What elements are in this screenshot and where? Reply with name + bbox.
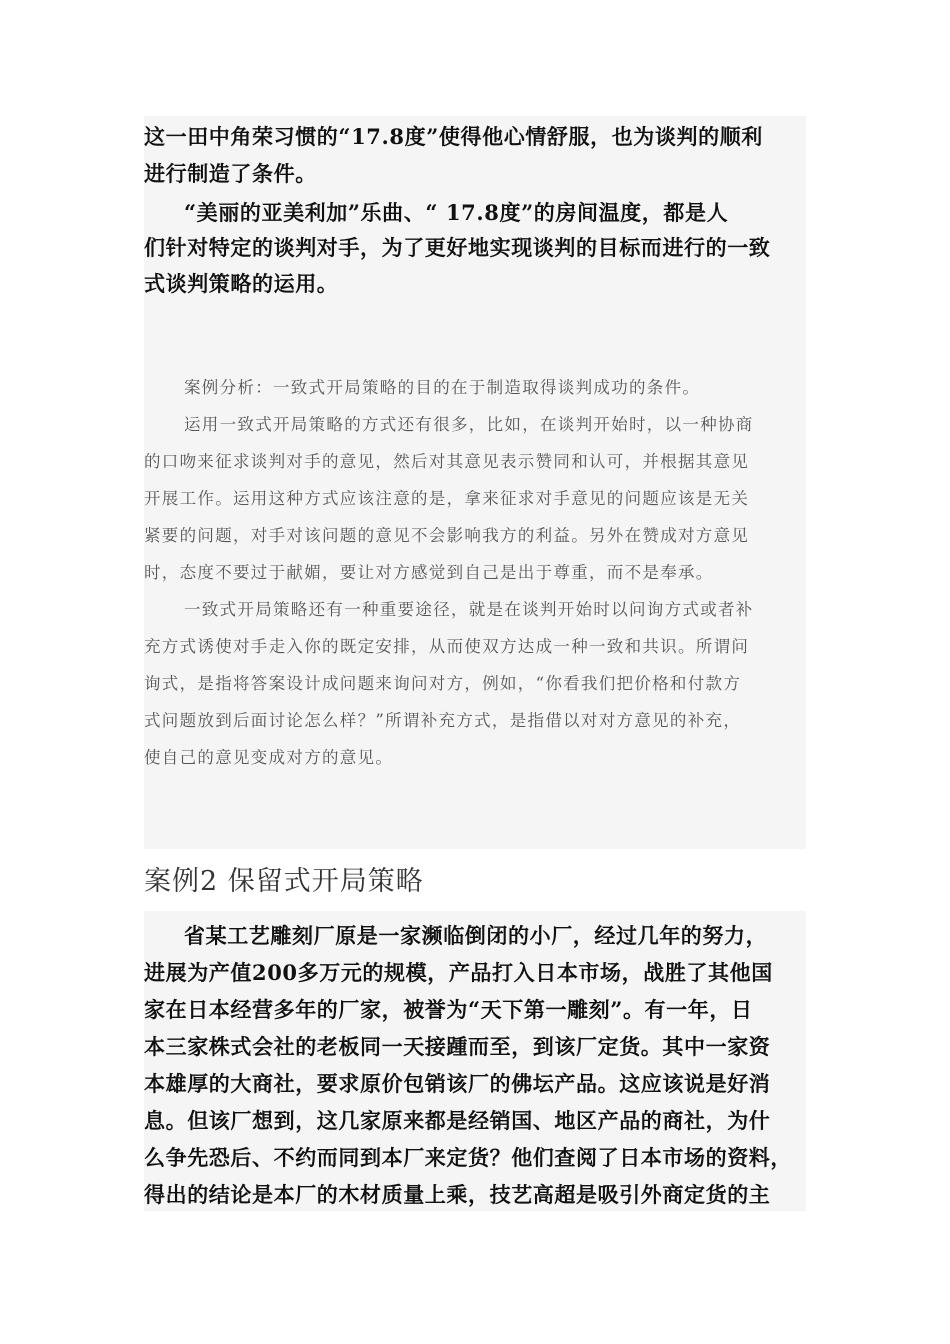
case2-paragraph [144,911,806,1211]
text-line: “美丽的亚美利加”乐曲、“ 17.8度”的房间温度，都是人 [184,200,729,225]
analysis-line: 一致式开局策略还有一种重要途径，就是在谈判开始时以问询方式或者补 [184,600,754,619]
analysis-line: 的口吻来征求谈判对手的意见，然后对其意见表示赞同和认可，并根据其意见 [144,452,750,471]
text-line: 得出的结论是本厂的木材质量上乘，技艺高超是吸引外商定货的主 [144,1182,771,1207]
section-header [144,849,806,911]
analysis-line: 案例分析：一致式开局策略的目的在于制造取得谈判成功的条件。 [184,378,701,397]
analysis-line: 充方式诱使对手走入你的既定安排，从而使双方达成一种一致和共识。所谓问 [144,637,750,656]
analysis-line: 紧要的问题，对手对该问题的意见不会影响我方的利益。另外在赞成对方意见 [144,526,750,545]
section-title: 案例2 保留式开局策略 [144,866,424,897]
top-paragraph [144,116,806,209]
text-line: 么争先恐后、不约而同到本厂来定货？他们查阅了日本市场的资料， [144,1145,792,1170]
analysis-line: 询式，是指将答案设计成问题来询问对方，例如，“你看我们把价格和付款方 [144,674,742,693]
text-line: 省某工艺雕刻厂原是一家濒临倒闭的小厂，经过几年的努力， [184,923,768,948]
text-line: 本雄厚的大商社，要求原价包销该厂的佛坛产品。这应该说是好消 [144,1071,771,1096]
analysis-line: 式问题放到后面讨论怎么样？”所谓补充方式，是指借以对对方意见的补充， [144,711,742,730]
text-line: 式谈判策略的运用。 [144,271,339,296]
text-line: 家在日本经营多年的厂家，被誉为“天下第一雕刻”。有一年，日 [144,997,753,1022]
text-line: 们针对特定的谈判对手，为了更好地实现谈判的目标而进行的一致 [144,235,771,260]
text-line: 本三家株式会社的老板同一天接踵而至，到该厂定货。其中一家资 [144,1034,771,1059]
text-line: 进行制造了条件。 [144,161,317,186]
analysis-line: 开展工作。运用这种方式应该注意的是，拿来征求对手意见的问题应该是无关 [144,489,750,508]
analysis-line: 运用一致式开局策略的方式还有很多，比如，在谈判开始时，以一种协商 [184,415,754,434]
text-line: 息。但该厂想到，这几家原来都是经销国、地区产品的商社，为什 [144,1108,771,1133]
analysis-section [144,200,806,849]
analysis-line: 时，态度不要过于献媚，要让对方感觉到自己是出于尊重，而不是奉承。 [144,563,714,582]
analysis-line: 使自己的意见变成对方的意见。 [144,748,394,767]
text-line: 进展为产值200多万元的规模，产品打入日本市场，战胜了其他国 [144,960,773,985]
text-line: 这一田中角荣习惯的“17.8度”使得他心情舒服，也为谈判的顺利 [144,124,763,149]
